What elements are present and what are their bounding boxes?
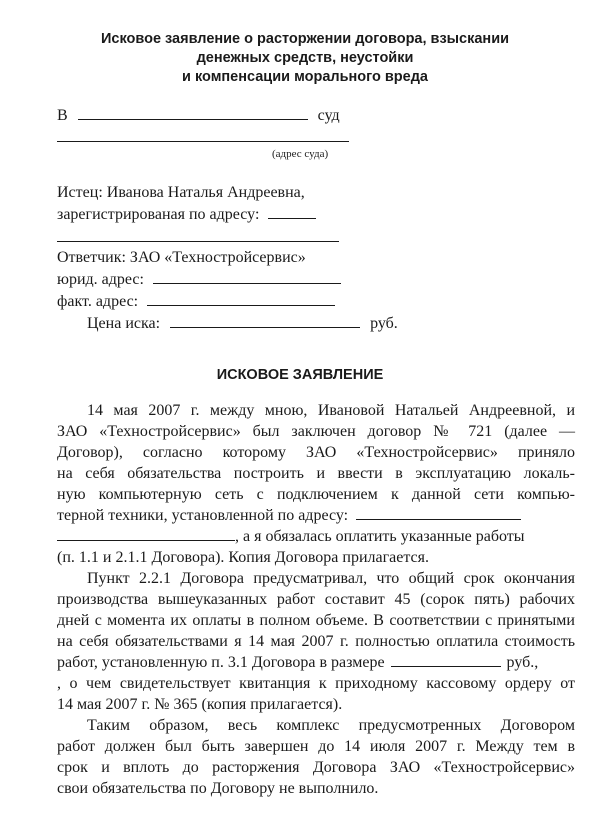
section-heading: ИСКОВОЕ ЗАЯВЛЕНИЕ: [216, 367, 384, 383]
p1-line-6: [57, 505, 575, 526]
payment-amount-blank: [391, 653, 501, 667]
court-address-blank: [57, 141, 349, 142]
p2-line-3: дней с момента их оплаты в полном объеме. В соответствии с принятыми: [57, 612, 575, 629]
defendant-legal-address-label: юрид. адрес:: [57, 271, 144, 288]
title-line-2: денежных средств, неустойки: [196, 50, 414, 66]
title-line-3: и компенсации морального вреда: [182, 69, 428, 85]
p2-line-5-unit: руб.,: [506, 654, 539, 671]
p2-line-6-text: , о чем свидетельствует квитанция к приходному кассовому ордеру от: [57, 675, 575, 692]
plaintiff-address-blank: [268, 205, 316, 219]
plaintiff-address-blank-2: [57, 241, 339, 242]
claim-price-label: Цена иска:: [87, 315, 161, 332]
title-line-1: Исковое заявление о расторжении договора, взыскании: [100, 31, 510, 47]
p2-line-4: на себя обязательствами я 14 мая 2007 г. полностью оплатила стоимость: [57, 633, 575, 650]
defendant-actual-address-label: факт. адрес:: [57, 293, 139, 310]
defendant-legal-address-blank: [153, 270, 341, 284]
claim-price-line: [87, 313, 398, 334]
plaintiff-address-label: зарегистрированая по адресу:: [57, 206, 260, 223]
p1-line-7: [57, 526, 575, 547]
p1-line-4: на себя обязательства построить и ввести в эксплуатацию локаль-: [57, 465, 575, 482]
p2-line-1: Пункт 2.2.1 Договора предусматривал, что общий срок окончания: [87, 570, 575, 587]
p1-line-3: Договор), согласно которому ЗАО «Техностройсервис» приняло: [57, 444, 575, 461]
p1-line-5: ную компьютерную сеть с подключением к данной сети компью-: [57, 486, 575, 503]
p2-line-2: производства вышеуказанных работ составит 45 (сорок пять) рабочих: [57, 591, 575, 608]
court-suffix: суд: [317, 107, 340, 124]
p2-line-6: [57, 673, 575, 694]
plaintiff-line: Истец: Иванова Наталья Андреевна,: [57, 184, 305, 201]
p3-line-1: Таким образом, весь комплекс предусмотренных Договором: [87, 717, 575, 734]
p1-line-7-text: , а я обязалась оплатить указанные работы: [235, 528, 525, 545]
p2-line-5: [57, 652, 575, 673]
p1-line-2: ЗАО «Техностройсервис» был заключен договор № 721 (далее —: [57, 423, 575, 440]
document-title: [40, 30, 570, 87]
plaintiff-address-line: [57, 204, 316, 225]
p3-line-4: свои обязательства по Договору не выполнило.: [57, 780, 379, 797]
document-body: [57, 400, 575, 799]
p2-line-5-text: работ, установленную п. 3.1 Договора в размере: [57, 654, 385, 671]
work-address-blank-2: [57, 527, 235, 541]
defendant-actual-address-line: [57, 291, 335, 312]
defendant-line: Ответчик: ЗАО «Техностройсервис»: [57, 249, 306, 266]
defendant-legal-address-line: [57, 269, 341, 290]
p3-line-2: работ должен был быть завершен до 14 июля 2007 г. Между тем в: [57, 738, 575, 755]
claim-price-blank: [170, 314, 360, 328]
work-address-blank: [356, 506, 521, 520]
claim-price-unit: руб.: [370, 315, 398, 332]
p2-line-7: 14 мая 2007 г. № 365 (копия прилагается).: [57, 696, 343, 713]
court-line: [57, 105, 340, 126]
p1-line-1: 14 мая 2007 г. между мною, Ивановой Натальей Андреевной, и: [87, 402, 575, 419]
court-name-blank: [78, 106, 308, 120]
defendant-actual-address-blank: [147, 292, 335, 306]
p1-line-6-text: терной техники, установленной по адресу:: [57, 507, 349, 524]
court-prefix: В: [57, 107, 68, 124]
p1-line-8: (п. 1.1 и 2.1.1 Договора). Копия Договора прилагается.: [57, 549, 430, 566]
p3-line-3: срок и вплоть до расторжения Договора ЗАО «Техностройсервис»: [57, 759, 575, 776]
court-address-caption: (адрес суда): [272, 148, 329, 160]
